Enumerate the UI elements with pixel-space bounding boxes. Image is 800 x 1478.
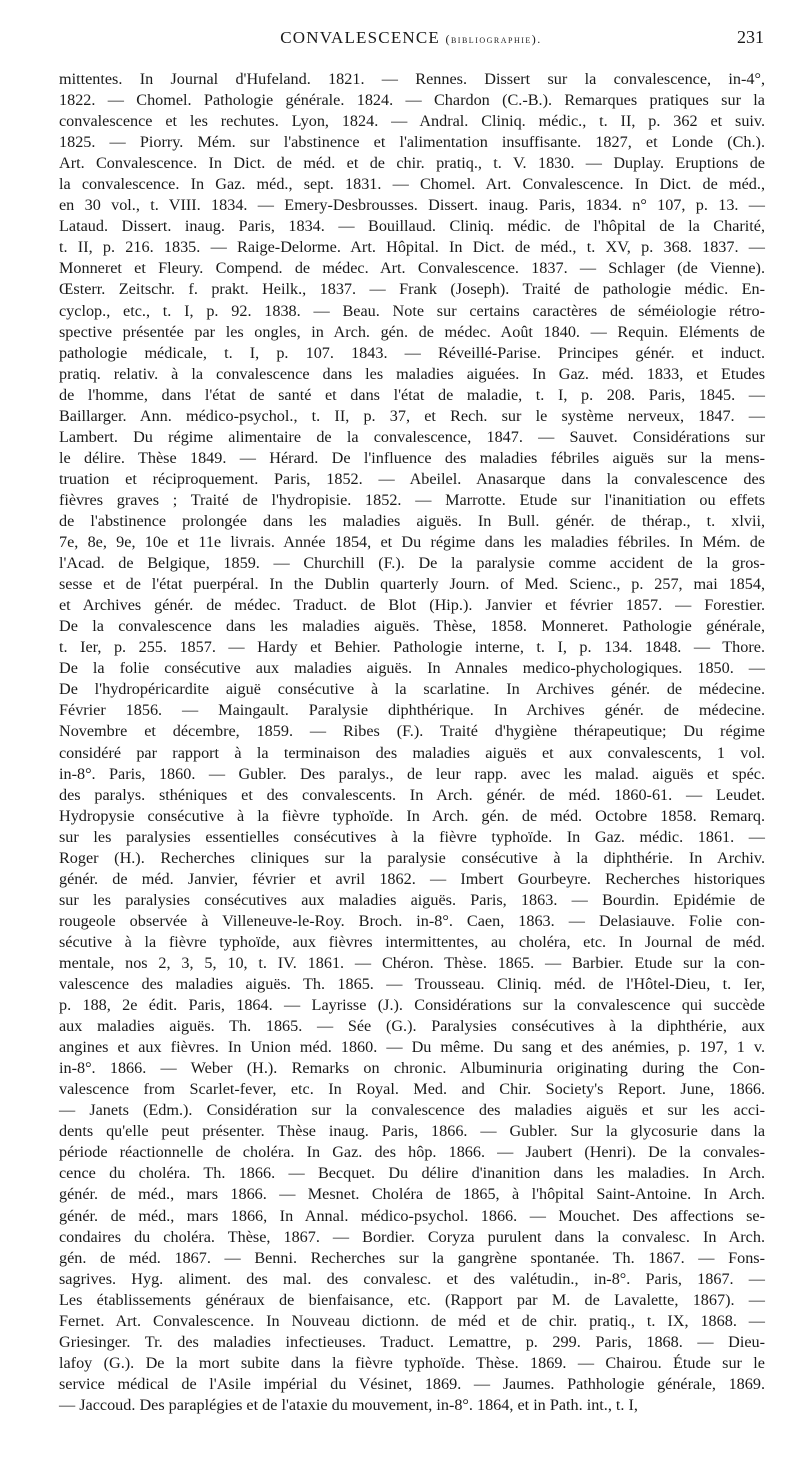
bibliography-text [59, 69, 765, 1416]
text-line: Les établissements généraux de bienfaisance, etc. (Rapport par M. de Lavalette, 1867). — [59, 1290, 765, 1309]
text-line: convalescence et les rechutes. Lyon, 1824. — Andral. Cliniq. médic., t. II, p. 362 et suiv. [59, 112, 765, 131]
text-line: génér. de méd., mars 1866, In Annal. médico-psychol. 1866. — Mouchet. Des affections se- [59, 1206, 765, 1225]
text-line: Art. Convalescence. In Dict. de méd. et de chir. pratiq., t. V. 1830. — Duplay. Eruptions de [59, 154, 765, 173]
text-line: — Janets (Edm.). Considération sur la convalescence des maladies aiguës et sur les acci- [59, 1101, 765, 1120]
text-line: et Archives génér. de médec. Traduct. de Blot (Hip.). Janvier et février 1857. — Forestier. [59, 596, 765, 615]
text-line: gén. de méd. 1867. — Benni. Recherches sur la gangrène spontanée. Th. 1867. — Fons- [59, 1248, 765, 1267]
text-line: génér. de méd., mars 1866. — Mesnet. Choléra de 1865, à l'hôpital Saint-Antoine. In Arch. [59, 1185, 765, 1204]
text-line: la convalescence. In Gaz. méd., sept. 1831. — Chomel. Art. Convalescence. In Dict. de méd., [59, 175, 765, 194]
running-head-subtitle: (bibliographie). [445, 32, 542, 46]
running-head-main: CONVALESCENCE [280, 28, 441, 47]
text-line: Lambert. Du régime alimentaire de la convalescence, 1847. — Sauvet. Considérations sur [59, 427, 765, 446]
text-line: p. 188, 2e édit. Paris, 1864. — Layrisse (J.). Considérations sur la convalescence qui succède [59, 996, 765, 1015]
text-line: considéré par rapport à la terminaison des maladies aiguës et aux convalescents, 1 vol. [59, 743, 765, 762]
text-line: pathologie médicale, t. I, p. 107. 1843. — Réveillé-Parise. Principes génér. et induct. [59, 343, 765, 362]
text-line: de l'abstinence prolongée dans les maladies aiguës. In Bull. génér. de thérap., t. xlvii, [59, 511, 765, 530]
text-line: Baillarger. Ann. médico-psychol., t. II, p. 37, et Rech. sur le système nerveux, 1847. — [59, 406, 765, 425]
text-line: in-8°. 1866. — Weber (H.). Remarks on chronic. Albuminuria originating during the Con- [59, 1059, 765, 1078]
text-line: valescence from Scarlet-fever, etc. In Royal. Med. and Chir. Society's Report. June, 1866. [59, 1080, 765, 1099]
text-line: 1825. — Piorry. Mém. sur l'abstinence et l'alimentation insuffisante. 1827, et Londe (Ch.). [59, 133, 765, 152]
text-line: Novembre et décembre, 1859. — Ribes (F.). Traité d'hygiène thérapeutique; Du régime [59, 722, 765, 741]
text-line: service médical de l'Asile impérial du Vésinet, 1869. — Jaumes. Pathhologie générale, 1869. [59, 1374, 765, 1393]
text-line: Février 1856. — Maingault. Paralysie diphthérique. In Archives génér. de médecine. [59, 701, 765, 720]
text-line: sagrives. Hyg. aliment. des mal. des convalesc. et des valétudin., in-8°. Paris, 1867. — [59, 1269, 765, 1288]
text-line: période réactionnelle de choléra. In Gaz. des hôp. 1866. — Jaubert (Henri). De la convales- [59, 1143, 765, 1162]
text-line: en 30 vol., t. VIII. 1834. — Emery-Desbrousses. Dissert. inaug. Paris, 1834. n° 107, p. 13. — [59, 196, 765, 215]
text-line: sesse et de l'état puerpéral. In the Dublin quarterly Journ. of Med. Scienc., p. 257, mai 1854, [59, 575, 765, 594]
text-line: De la folie consécutive aux maladies aiguës. In Annales medico-phychologiques. 1850. — [59, 659, 765, 678]
text-line: pratiq. relativ. à la convalescence dans les maladies aiguées. In Gaz. méd. 1833, et Etudes [59, 364, 765, 383]
text-line: lafoy (G.). De la mort subite dans la fièvre typhoïde. Thèse. 1869. — Chairou. Étude sur le [59, 1353, 765, 1372]
text-line: Fernet. Art. Convalescence. In Nouveau dictionn. de méd et de chir. pratiq., t. IX, 1868. — [59, 1311, 765, 1330]
text-line: Lataud. Dissert. inaug. Paris, 1834. — Bouillaud. Cliniq. médic. de l'hôpital de la Charité, [59, 217, 765, 236]
text-line: 7e, 8e, 9e, 10e et 11e livrais. Année 1854, et Du régime dans les maladies fébriles. In Mém. de [59, 533, 765, 552]
text-line: sur les paralysies essentielles consécutives à la fièvre typhoïde. In Gaz. médic. 1861. — [59, 827, 765, 846]
text-line: Hydropysie consécutive à la fièvre typhoïde. In Arch. gén. de méd. Octobre 1858. Remarq. [59, 806, 765, 825]
text-line: sur les paralysies consécutives aux maladies aiguës. Paris, 1863. — Bourdin. Epidémie de [59, 890, 765, 909]
text-line: cence du choléra. Th. 1866. — Becquet. Du délire d'inanition dans les maladies. In Arch. [59, 1164, 765, 1183]
text-line: t. Ier, p. 255. 1857. — Hardy et Behier. Pathologie interne, t. I, p. 134. 1848. — Thore. [59, 638, 765, 657]
text-line: sécutive à la fièvre typhoïde, aux fièvres intermittentes, au choléra, etc. In Journal de méd. [59, 932, 765, 951]
running-head-title [58, 28, 764, 48]
text-line: l'Acad. de Belgique, 1859. — Churchill (F.). De la paralysie comme accident de la gros- [59, 554, 765, 573]
text-line: Roger (H.). Recherches cliniques sur la paralysie consécutive à la diphthérie. In Archiv. [59, 848, 765, 867]
text-line: in-8°. Paris, 1860. — Gubler. Des paralys., de leur rapp. avec les malad. aiguës et spéc. [59, 764, 765, 783]
text-line: valescence des maladies aiguës. Th. 1865. — Trousseau. Cliniq. méd. de l'Hôtel-Dieu, t. Ier, [59, 975, 765, 994]
text-line: Monneret et Fleury. Compend. de médec. Art. Convalescence. 1837. — Schlager (de Vienne). [59, 259, 765, 278]
page-number: 231 [737, 27, 764, 47]
text-line: des paralys. sthéniques et des convalescents. In Arch. génér. de méd. 1860-61. — Leudet. [59, 785, 765, 804]
text-line: De la convalescence dans les maladies aiguës. Thèse, 1858. Monneret. Pathologie générale, [59, 617, 765, 636]
text-line: fièvres graves ; Traité de l'hydropisie. 1852. — Marrotte. Etude sur l'inanitiation ou effets [59, 490, 765, 509]
text-line: Griesinger. Tr. des maladies infectieuses. Traduct. Lemattre, p. 299. Paris, 1868. — Dieu- [59, 1332, 765, 1351]
text-line: angines et aux fièvres. In Union méd. 1860. — Du même. Du sang et des anémies, p. 197, 1 v. [59, 1038, 765, 1057]
text-line: cyclop., etc., t. I, p. 92. 1838. — Beau. Note sur certains caractères de séméiologie rétro- [59, 301, 765, 320]
text-line: spective présentée par les ongles, in Arch. gén. de médec. Août 1840. — Requin. Eléments de [59, 322, 765, 341]
text-line: rougeole observée à Villeneuve-le-Roy. Broch. in-8°. Caen, 1863. — Delasiauve. Folie con- [59, 911, 765, 930]
text-line: le délire. Thèse 1849. — Hérard. De l'influence des maladies fébriles aiguës sur la mens- [59, 448, 765, 467]
text-line: dents qu'elle peut présenter. Thèse inaug. Paris, 1866. — Gubler. Sur la glycosurie dans la [59, 1122, 765, 1141]
text-line: truation et réciproquement. Paris, 1852. — Abeilel. Anasarque dans la convalescence des [59, 469, 765, 488]
text-line: — Jaccoud. Des paraplégies et de l'ataxie du mouvement, in-8°. 1864, et in Path. int., t. I, [59, 1395, 638, 1414]
text-line: condaires du choléra. Thèse, 1867. — Bordier. Coryza purulent dans la convalesc. In Arch. [59, 1227, 765, 1246]
text-line: De l'hydropéricardite aiguë consécutive à la scarlatine. In Archives génér. de médecine. [59, 680, 765, 699]
text-line: 1822. — Chomel. Pathologie générale. 1824. — Chardon (C.-B.). Remarques pratiques sur la [59, 91, 765, 110]
text-line: génér. de méd. Janvier, février et avril 1862. — Imbert Gourbeyre. Recherches historiques [59, 869, 765, 888]
text-line: Œsterr. Zeitschr. f. prakt. Heilk., 1837. — Frank (Joseph). Traité de pathologie médic. En- [59, 280, 765, 299]
text-line: de l'homme, dans l'état de santé et dans l'état de maladie, t. I, p. 208. Paris, 1845. — [59, 385, 765, 404]
text-line: t. II, p. 216. 1835. — Raige-Delorme. Art. Hôpital. In Dict. de méd., t. XV, p. 368. 1837. — [59, 238, 765, 257]
running-head [58, 10, 764, 50]
text-line: mentale, nos 2, 3, 5, 10, t. IV. 1861. — Chéron. Thèse. 1865. — Barbier. Etude sur la con- [59, 953, 765, 972]
text-line: mittentes. In Journal d'Hufeland. 1821. — Rennes. Dissert sur la convalescence, in-4°, [59, 70, 765, 88]
text-line: aux maladies aiguës. Th. 1865. — Sée (G.). Paralysies consécutives à la diphthérie, aux [59, 1017, 765, 1036]
